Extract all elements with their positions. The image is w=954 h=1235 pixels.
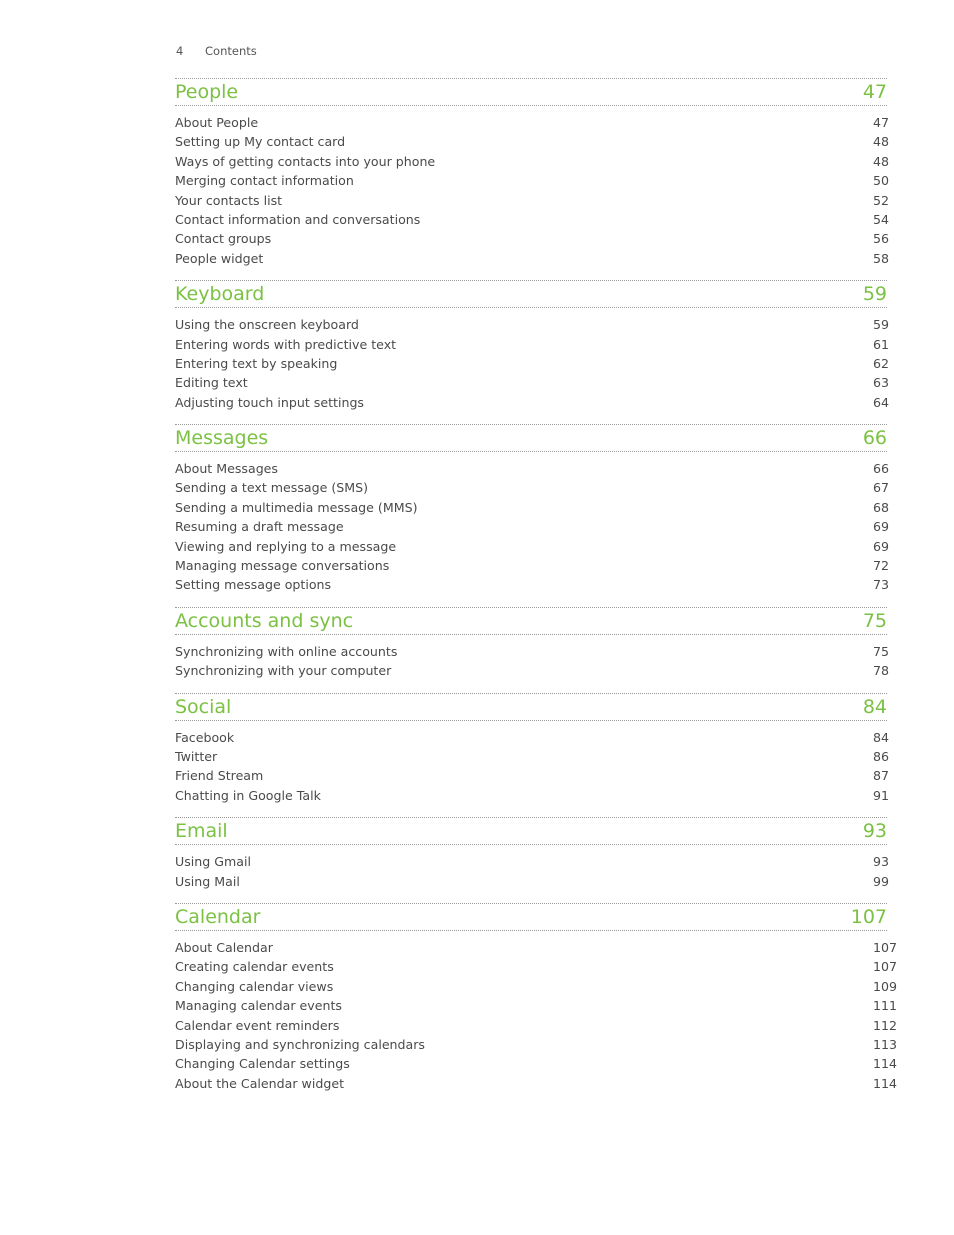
entry-page: 112 [873, 1017, 898, 1033]
entry-page: 56 [873, 231, 890, 247]
entry-title: People widget [175, 250, 264, 266]
entry-page: 52 [873, 192, 890, 208]
entry-page: 87 [873, 768, 890, 784]
entry-page: 75 [873, 643, 890, 659]
entry-title: Editing text [175, 375, 248, 391]
toc-entry[interactable] [175, 1016, 898, 1035]
entry-title: Managing message conversations [175, 558, 390, 574]
entry-page: 66 [873, 461, 890, 477]
entry-title: Calendar event reminders [175, 1017, 340, 1033]
entry-title: Ways of getting contacts into your phone [175, 153, 436, 169]
entry-title: Managing calendar events [175, 998, 342, 1014]
entry-page: 47 [873, 115, 890, 130]
toc-entry[interactable] [175, 229, 890, 248]
entry-page: 86 [873, 748, 890, 764]
toc-entry[interactable] [175, 517, 890, 536]
section-heading[interactable] [175, 607, 887, 635]
toc-section [175, 607, 890, 681]
entry-page: 114 [873, 1075, 898, 1091]
entry-title: Your contacts list [175, 192, 283, 208]
toc-entry[interactable] [175, 938, 898, 957]
section-heading[interactable] [175, 903, 887, 931]
toc-entry[interactable] [175, 498, 890, 517]
toc-entry[interactable] [175, 191, 890, 210]
entry-title: About People [175, 115, 259, 130]
entry-title: Contact groups [175, 231, 272, 247]
toc-section [175, 78, 890, 268]
section-page: 66 [862, 427, 887, 450]
entry-title: Twitter [175, 748, 218, 764]
toc-entry[interactable] [175, 249, 890, 268]
toc-entry[interactable] [175, 315, 890, 334]
page-title: Contents [205, 44, 257, 58]
entry-page: 59 [873, 317, 890, 333]
entry-title: Using Mail [175, 873, 240, 889]
toc-entry[interactable] [175, 977, 898, 996]
entry-page: 73 [873, 577, 890, 593]
section-title: Keyboard [175, 283, 265, 306]
entry-title: Setting message options [175, 577, 332, 593]
entry-page: 99 [873, 873, 890, 889]
section-page: 59 [862, 283, 887, 306]
entry-page: 107 [873, 959, 898, 975]
section-title: Accounts and sync [175, 609, 354, 632]
toc-entry[interactable] [175, 957, 898, 976]
toc-section [175, 424, 890, 595]
toc-entry[interactable] [175, 210, 890, 229]
toc-section [175, 280, 890, 412]
section-title: Calendar [175, 905, 261, 928]
toc-entry[interactable] [175, 1054, 898, 1073]
entry-title: Friend Stream [175, 768, 264, 784]
table-of-contents [175, 78, 898, 1105]
entry-title: About the Calendar widget [175, 1075, 345, 1091]
entry-page: 67 [873, 480, 890, 496]
section-title: Messages [175, 427, 269, 450]
toc-entry[interactable] [175, 373, 890, 392]
section-heading[interactable] [175, 424, 887, 452]
entry-title: Synchronizing with your computer [175, 663, 392, 679]
toc-section [175, 693, 890, 806]
entry-page: 93 [873, 854, 890, 870]
page-header [176, 44, 257, 58]
toc-entry[interactable] [175, 335, 890, 354]
toc-entry[interactable] [175, 113, 890, 132]
entry-title: About Calendar [175, 939, 273, 955]
section-heading[interactable] [175, 78, 887, 106]
entry-page: 109 [873, 978, 898, 994]
entry-page: 58 [873, 250, 890, 266]
entry-page: 114 [873, 1056, 898, 1072]
toc-entry[interactable] [175, 354, 890, 373]
section-title: Social [175, 695, 232, 718]
section-page: 47 [862, 81, 887, 103]
entry-title: About Messages [175, 461, 278, 477]
entry-page: 63 [873, 375, 890, 391]
entry-page: 72 [873, 558, 890, 574]
entry-title: Entering text by speaking [175, 355, 338, 371]
entry-title: Sending a text message (SMS) [175, 480, 369, 496]
entry-page: 50 [873, 173, 890, 189]
entry-title: Using Gmail [175, 854, 251, 870]
entry-page: 62 [873, 355, 890, 371]
toc-entry[interactable] [175, 642, 890, 661]
section-page: 75 [862, 609, 887, 632]
toc-entry[interactable] [175, 766, 890, 785]
entry-title: Using the onscreen keyboard [175, 317, 359, 333]
entry-page: 91 [873, 787, 890, 803]
entry-page: 69 [873, 538, 890, 554]
page-number: 4 [176, 44, 184, 58]
section-page: 93 [862, 820, 887, 843]
toc-entry[interactable] [175, 852, 890, 871]
entry-title: Changing calendar views [175, 978, 334, 994]
entry-title: Creating calendar events [175, 959, 334, 975]
toc-entry[interactable] [175, 872, 890, 891]
section-heading[interactable] [175, 693, 887, 721]
toc-entry[interactable] [175, 478, 890, 497]
toc-entry[interactable] [175, 132, 890, 151]
section-heading[interactable] [175, 280, 887, 308]
entry-page: 84 [873, 729, 890, 745]
entry-title: Sending a multimedia message (MMS) [175, 499, 418, 515]
entry-page: 111 [873, 998, 898, 1014]
entry-page: 69 [873, 519, 890, 535]
entry-title: Displaying and synchronizing calendars [175, 1036, 425, 1052]
toc-entry[interactable] [175, 152, 890, 171]
entry-page: 107 [873, 939, 898, 955]
entry-title: Resuming a draft message [175, 519, 344, 535]
toc-entry[interactable] [175, 661, 890, 680]
entry-title: Merging contact information [175, 173, 354, 189]
entry-title: Entering words with predictive text [175, 336, 397, 352]
toc-entry[interactable] [175, 1035, 898, 1054]
entry-title: Synchronizing with online accounts [175, 643, 398, 659]
section-page: 84 [862, 695, 887, 718]
entry-page: 68 [873, 499, 890, 515]
toc-section [175, 903, 898, 1093]
toc-entry[interactable] [175, 171, 890, 190]
toc-entry[interactable] [175, 786, 890, 805]
toc-entry[interactable] [175, 537, 890, 556]
toc-entry[interactable] [175, 996, 898, 1015]
section-page: 107 [850, 905, 887, 928]
toc-entry[interactable] [175, 728, 890, 747]
toc-entry[interactable] [175, 393, 890, 412]
entry-page: 48 [873, 134, 890, 150]
toc-entry[interactable] [175, 1074, 898, 1093]
entry-title: Contact information and conversations [175, 211, 421, 227]
entry-page: 64 [873, 394, 890, 410]
entry-page: 48 [873, 153, 890, 169]
entry-title: Changing Calendar settings [175, 1056, 350, 1072]
toc-entry[interactable] [175, 575, 890, 594]
entry-title: Viewing and replying to a message [175, 538, 397, 554]
entry-title: Chatting in Google Talk [175, 787, 321, 803]
entry-page: 78 [873, 663, 890, 679]
entry-page: 61 [873, 336, 890, 352]
entry-page: 113 [873, 1036, 898, 1052]
toc-entry[interactable] [175, 747, 890, 766]
section-title: People [175, 81, 239, 103]
entry-page: 54 [873, 211, 890, 227]
entry-title: Adjusting touch input settings [175, 394, 364, 410]
toc-entry[interactable] [175, 459, 890, 478]
entry-title: Facebook [175, 729, 235, 745]
entry-title: Setting up My contact card [175, 134, 346, 150]
section-title: Email [175, 820, 228, 843]
section-heading[interactable] [175, 817, 887, 845]
toc-entry[interactable] [175, 556, 890, 575]
toc-section [175, 817, 890, 891]
